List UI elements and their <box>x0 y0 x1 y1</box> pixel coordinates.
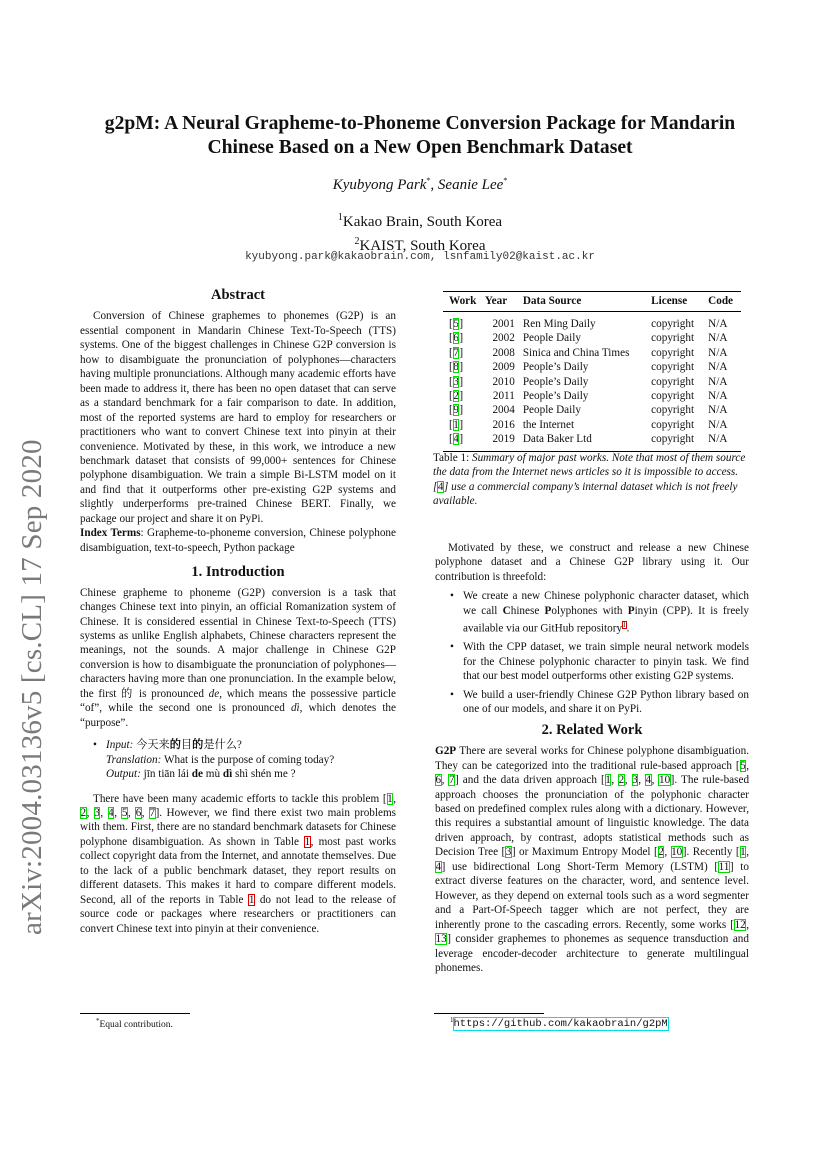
citation-link[interactable]: 2 <box>618 774 625 787</box>
affil-num: 1 <box>337 212 343 223</box>
citation-link[interactable]: 10 <box>671 846 683 859</box>
citation-link[interactable]: 2 <box>453 390 459 403</box>
contribution-item: • We build a user-friendly Chinese G2P Python library based on one of our models, and share it on PyPi. <box>463 688 749 717</box>
license-cell: copyright <box>651 318 695 330</box>
license-cell: copyright <box>651 375 695 388</box>
table-row <box>443 360 741 374</box>
footnote-rule <box>80 1013 190 1014</box>
table-row <box>443 375 741 389</box>
year-cell: 2010 <box>492 375 515 388</box>
year-cell: 2001 <box>492 318 515 330</box>
arxiv-identifier-stamp: arXiv:2004.03136v5 [cs.CL] 17 Sep 2020 <box>16 439 48 935</box>
footnote-link[interactable]: 1 <box>622 621 627 630</box>
work-cell: [3] <box>449 375 464 388</box>
work-cell: [1] <box>449 418 464 431</box>
work-cell: [2] <box>449 390 464 403</box>
license-cell: copyright <box>651 418 695 431</box>
citation-link[interactable]: 5 <box>740 759 746 772</box>
caption-label: Table 1: <box>433 452 472 464</box>
citation-link[interactable]: 10 <box>658 774 671 787</box>
code-cell: N/A <box>708 361 728 374</box>
code-cell: N/A <box>708 404 728 417</box>
year-cell: 2002 <box>492 332 515 345</box>
code-cell: N/A <box>708 390 728 403</box>
source-cell: the Internet <box>522 418 575 431</box>
source-cell: People Daily <box>522 332 581 345</box>
citation-link[interactable]: 7 <box>448 774 455 787</box>
license-cell: copyright <box>651 433 695 446</box>
citation-link[interactable]: 2 <box>80 806 87 819</box>
table-row <box>443 312 741 332</box>
citation-link[interactable]: 1 <box>605 774 611 787</box>
abstract-heading: Abstract <box>211 287 265 303</box>
affil-num: 2 <box>354 236 360 247</box>
source-cell: Sinica and China Times <box>522 346 630 359</box>
license-cell: copyright <box>651 390 695 403</box>
contribution-list <box>435 589 749 716</box>
work-cell: [5] <box>449 318 464 330</box>
table-row <box>443 331 741 345</box>
citation-link[interactable]: 4 <box>437 480 444 493</box>
license-cell: copyright <box>651 332 695 345</box>
intro-paragraph-1: Chinese grapheme to phoneme (G2P) conversion is a task that changes Chinese text into pinyin, an official Romanization system of Chinese. It is considered essential in Chinese Text-to-Speech (TTS) systems as unlike English alphabets, Chinese characters represent the meanings, not the sounds. A major challenge in Chinese G2P conversion is how to disambiguate the pronunciation of polyphones—characters having more than one pronunciation. In the example below, the first 的 is pronounced de, which means the possessive particle “of”, while the second one is pronounced dì, which denotes the “purpose”. <box>80 586 396 729</box>
code-cell: N/A <box>708 346 728 359</box>
citation-link[interactable]: 7 <box>453 346 459 359</box>
col-code: Code <box>708 295 734 307</box>
citation-link[interactable]: 9 <box>453 404 459 417</box>
footnote-github: $^1$https://github.com/kakaobrain/g2pM <box>450 1016 668 1031</box>
citation-link[interactable]: 1 <box>387 792 393 805</box>
citation-link[interactable]: 3 <box>505 846 512 859</box>
affiliation-1 <box>80 208 760 232</box>
related-work-paragraph: G2P There are several works for Chinese polyphone disambiguation. They can be categorized into the traditional rule-based approach [5, 6, 7] and the data driven approach [1, 2, 3, 4, 10]. The rule-based approach chooses the pronunciation of the polyphonic character based on predefined complex rules along with a dictionary. However, this requires a substantial amount of linguistic knowledge. The data driven approach, by contrast, adopts statistical methods such as Decision Tree [3] or Maximum Entropy Model [2, 10]. Recently [1, 4] use bidirectional Long Short-Term Memory (LSTM) [11] to extract diverse features on the character, word, and sentence level. However, as they depend on external tools such as a word segmenter and a Part-Of-Speech tagger which are not perfect, they are inherently prone to the cascading errors. Recently, some works [12, 13] consider graphemes to phonemes as sequence transduction and leverage encoder-decoder architecture to generate multilingual phonemes. <box>435 745 750 974</box>
paragraph-lead: G2P <box>435 745 457 758</box>
license-cell: copyright <box>651 404 695 417</box>
work-cell: [8] <box>449 361 464 374</box>
source-cell: People Daily <box>522 404 581 417</box>
left-column <box>80 288 396 936</box>
past-works-table <box>443 291 741 452</box>
citation-link[interactable]: 1 <box>740 846 746 859</box>
author-mark: * <box>426 176 431 185</box>
table-row <box>443 403 741 417</box>
citation-link[interactable]: 6 <box>435 774 442 787</box>
code-cell: N/A <box>708 418 728 431</box>
citation-link[interactable]: 6 <box>135 806 142 819</box>
citation-link[interactable]: 2 <box>658 846 664 859</box>
table-row <box>443 346 741 360</box>
year-cell: 2004 <box>492 404 515 417</box>
code-cell: N/A <box>708 332 728 345</box>
index-terms-label: Index Terms <box>80 527 141 540</box>
citation-link[interactable]: 4 <box>645 774 652 787</box>
work-cell: [4] <box>449 433 464 446</box>
author-1: Kyubyong Park <box>332 177 427 193</box>
citation-link[interactable]: 5 <box>453 318 459 330</box>
col-work: Work <box>449 295 477 307</box>
citation-link[interactable]: 3 <box>632 774 638 787</box>
table-1 <box>443 291 741 452</box>
abstract-text: Conversion of Chinese graphemes to phonemes (G2P) is an essential component in Mandarin Chinese Text-To-Speech (TTS) systems. One of the biggest challenges in Chinese G2P conversion is how to disambiguate the pronunciation of polyphones—characters having multiple pronunciations. Although many academic efforts have been made to address it, there has been no open dataset that can serve as a standard benchmark for a fair comparison to date. In addition, most of the reported systems are hard to employ for researchers or practitioners who want to convert Chinese text into pinyin at their convenience. Motivated by these, in this work, we introduce a new benchmark dataset that consists of 99,000+ sentences for Chinese polyphone disambiguation. We train a simple Bi-LSTM model on it and find that it outperforms other pre-existing G2P systems and slightly underperforms pre-trained Chinese BERT. Finally, we package our project and share it on PyPi. <box>80 310 396 525</box>
contribution-intro: Motivated by these, we construct and release a new Chinese polyphone dataset and a Chinese G2P library using it. Our contribution is threefold: <box>435 542 749 583</box>
citation-link[interactable]: 4 <box>108 806 114 819</box>
table-row <box>443 389 741 403</box>
citation-link[interactable]: 5 <box>121 806 128 819</box>
code-cell: N/A <box>708 433 728 446</box>
citation-link[interactable]: 4 <box>453 433 459 446</box>
source-cell: People’s Daily <box>522 361 589 374</box>
citation-link[interactable]: 3 <box>94 806 100 819</box>
code-cell: N/A <box>708 318 728 330</box>
col-license: License <box>651 295 688 307</box>
work-cell: [6] <box>449 332 464 345</box>
example-output: Output: jīn tiān lái de mù dì shì shén me ? <box>106 768 296 781</box>
citation-link[interactable]: 6 <box>453 332 459 345</box>
citation-link[interactable]: 13 <box>435 933 447 946</box>
affiliations <box>80 208 760 256</box>
year-cell: 2019 <box>492 433 515 446</box>
table-row <box>443 418 741 432</box>
year-cell: 2009 <box>492 361 515 374</box>
introduction-heading: 1. Introduction <box>191 564 285 581</box>
license-cell: copyright <box>651 346 695 359</box>
author-2: Seanie Lee <box>437 177 504 193</box>
title-line-1: g2pM: A Neural Grapheme-to-Phoneme Conversion Package for Mandarin <box>104 113 736 134</box>
col-year: Year <box>484 295 508 307</box>
related-work-heading: 2. Related Work <box>541 721 643 738</box>
license-cell: copyright <box>651 361 695 374</box>
contribution-item: • We create a new Chinese polyphonic character dataset, which we call Chinese Polyphones with Pinyin (CPP). It is freely available via our GitHub repository$^1$. <box>463 589 749 636</box>
year-cell: 2011 <box>492 390 515 403</box>
year-cell: 2008 <box>492 346 515 359</box>
source-cell: Data Baker Ltd <box>522 433 592 446</box>
intro-paragraph-2: There have been many academic efforts to tackle this problem [1, 2, 3, 4, 5, 6, 7]. However, we find there exist two main problems with them. First, there are no standard benchmark datasets for Chinese polyphone disambiguation. As shown in Table 1, most past works collect copyright data from the Internet, and annotate themselves. Due to the lack of a public benchmark dataset, they report results on different datasets. This makes it hard to compare different models. Second, all of the reports in Table 1 do not lead to the release of source code or packages where researchers or practitioners can convert Chinese text into pinyin at their convenience. <box>80 792 397 935</box>
authors: Kyubyong Park*, Seanie Lee* <box>332 176 508 193</box>
table-ref-link[interactable]: 1 <box>304 835 311 848</box>
citation-link[interactable]: 3 <box>453 375 459 388</box>
contribution-item: • With the CPP dataset, we train simple neural network models for the Chinese polyphonic character to pinyin task. We find that our best model outperforms other existing G2P systems. <box>463 640 749 683</box>
footnote-equal-contribution: *Equal contribution. <box>96 1017 173 1031</box>
author-emails: kyubyong.park@kakaobrain.com, lsnfamily02@kaist.ac.kr <box>245 251 595 263</box>
index-terms <box>80 526 396 555</box>
citation-link[interactable]: 12 <box>734 918 746 931</box>
source-cell: People’s Daily <box>522 375 589 388</box>
citation-link[interactable]: 4 <box>435 860 442 873</box>
citation-link[interactable]: 1 <box>453 418 459 431</box>
work-cell: [7] <box>449 346 464 359</box>
example-input: Input: 今天来的目的是什么? <box>106 739 242 752</box>
right-column <box>435 541 749 975</box>
year-cell: 2016 <box>492 418 515 431</box>
source-cell: Ren Ming Daily <box>522 318 596 330</box>
footnote-rule <box>434 1013 544 1014</box>
table-body <box>443 312 741 447</box>
source-cell: People’s Daily <box>522 390 589 403</box>
affil-text: KAIST, South Korea <box>359 238 486 254</box>
citation-link[interactable]: 11 <box>718 860 730 873</box>
affil-text: Kakao Brain, South Korea <box>342 214 503 230</box>
col-source: Data Source <box>522 295 582 307</box>
index-terms-text: : Grapheme-to-phoneme conversion, Chinese polyphone disambiguation, text-to-speech, Python package <box>80 527 396 554</box>
table-row <box>443 432 741 446</box>
code-cell: N/A <box>708 375 728 388</box>
title-line-2: Chinese Based on a New Open Benchmark Dataset <box>207 137 633 158</box>
github-url-link[interactable]: https://github.com/kakaobrain/g2pM <box>453 1018 668 1031</box>
example-translation: Translation: What is the purpose of coming today? <box>106 753 335 766</box>
citation-link[interactable]: 8 <box>453 361 459 374</box>
paper-title <box>80 112 760 160</box>
example-bullet: • Input: 今天来的目的是什么? Translation: What is the purpose of coming today? Output: jīn tiān lái de mù dì shì shén me ? <box>80 738 396 781</box>
table-1-caption: Table 1: Summary of major past works. Note that most of them source the data from the Internet news articles so it is impossible to access. [4] use a commercial company’s internal dataset which is not freely available. <box>433 452 746 508</box>
table-ref-link[interactable]: 1 <box>248 893 255 906</box>
citation-link[interactable]: 7 <box>149 806 156 819</box>
author-mark: * <box>503 176 508 185</box>
work-cell: [9] <box>449 404 464 417</box>
